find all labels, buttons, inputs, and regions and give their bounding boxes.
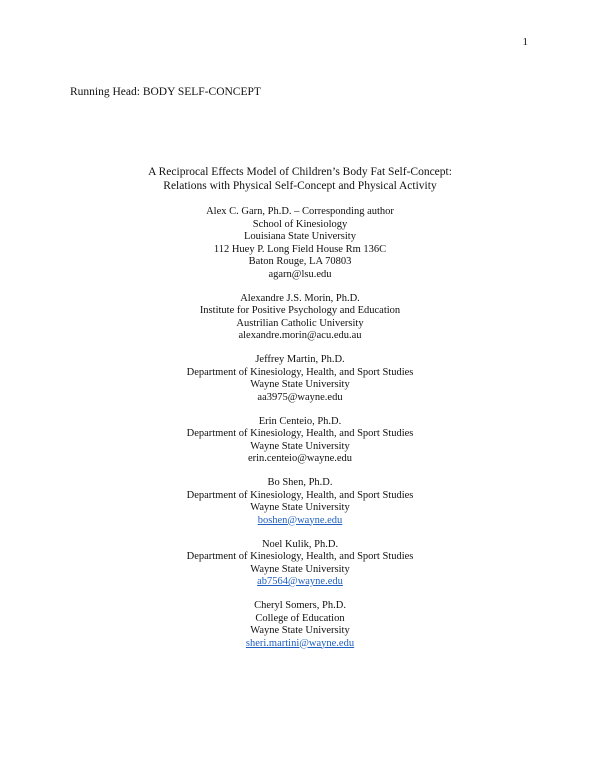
author-name: Alex C. Garn, Ph.D. – Corresponding author xyxy=(206,206,394,217)
author-block xyxy=(0,293,600,343)
author-email-link[interactable]: ab7564@wayne.edu xyxy=(257,576,343,587)
page-number: 1 xyxy=(522,36,528,48)
author-affiliation-line: Wayne State University xyxy=(250,379,350,390)
author-affiliation-line: Department of Kinesiology, Health, and Sport Studies xyxy=(186,366,414,378)
author-name: Noel Kulik, Ph.D. xyxy=(261,538,339,550)
author-list xyxy=(0,206,600,650)
author-name: Bo Shen, Ph.D. xyxy=(267,477,333,488)
author-email: agarn@lsu.edu xyxy=(268,268,332,280)
author-email: erin.centeio@wayne.edu xyxy=(247,453,353,464)
author-affiliation-line: Wayne State University xyxy=(250,563,350,575)
running-head: Running Head: BODY SELF-CONCEPT xyxy=(70,86,261,98)
author-block xyxy=(0,600,600,650)
author-email-link[interactable]: boshen@wayne.edu xyxy=(257,514,343,526)
title-line-1: A Reciprocal Effects Model of Children’s Body Fat Self-Concept: xyxy=(148,166,452,178)
author-affiliation-line: Wayne State University xyxy=(250,625,350,636)
author-affiliation-line: Department of Kinesiology, Health, and Sport Studies xyxy=(186,489,414,501)
author-email: aa3975@wayne.edu xyxy=(257,391,343,403)
author-name: Cheryl Somers, Ph.D. xyxy=(254,600,346,611)
author-block xyxy=(0,539,600,589)
author-affiliation-line: Wayne State University xyxy=(250,502,350,513)
author-affiliation-line: Wayne State University xyxy=(250,440,350,452)
author-name: Alexandre J.S. Morin, Ph.D. xyxy=(240,292,360,304)
author-affiliation-line: School of Kinesiology xyxy=(252,218,348,230)
author-name: Erin Centeio, Ph.D. xyxy=(258,415,342,427)
title-line-2: Relations with Physical Self-Concept and Physical Activity xyxy=(163,179,437,192)
author-block xyxy=(0,206,600,281)
author-affiliation-line: Institute for Positive Psychology and Education xyxy=(199,305,401,316)
author-name: Jeffrey Martin, Ph.D. xyxy=(255,354,345,365)
author-affiliation-line: Department of Kinesiology, Health, and Sport Studies xyxy=(186,551,414,562)
author-block xyxy=(0,416,600,466)
author-affiliation-line: Department of Kinesiology, Health, and Sport Studies xyxy=(186,428,414,439)
author-affiliation-line: College of Education xyxy=(255,612,345,624)
author-email: alexandre.morin@acu.edu.au xyxy=(238,330,362,341)
author-block xyxy=(0,354,600,404)
author-email-link[interactable]: sheri.martini@wayne.edu xyxy=(245,637,355,649)
paper-title xyxy=(0,166,600,193)
author-affiliation-line: Austrilian Catholic University xyxy=(236,317,364,329)
author-affiliation-line: 112 Huey P. Long Field House Rm 136C xyxy=(213,243,387,255)
author-affiliation-line: Louisiana State University xyxy=(244,231,356,242)
author-block xyxy=(0,477,600,527)
author-affiliation-line: Baton Rouge, LA 70803 xyxy=(248,256,352,267)
